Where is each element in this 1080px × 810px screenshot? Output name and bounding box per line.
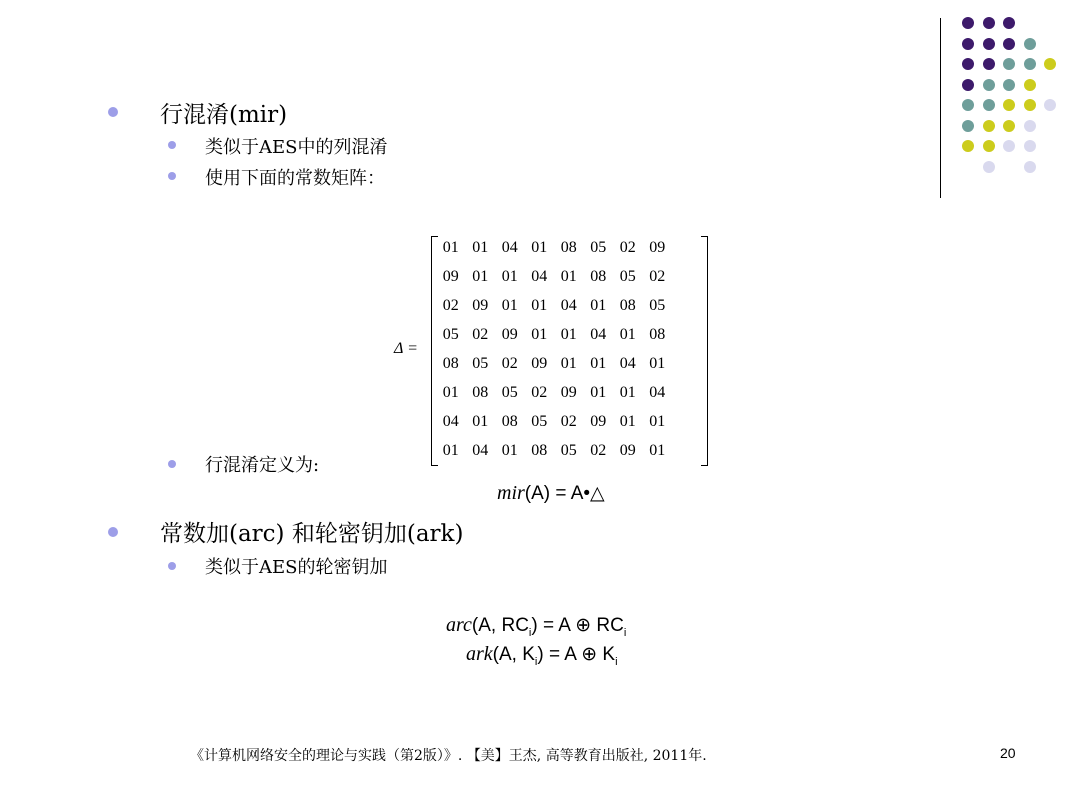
decorative-dot: [983, 38, 995, 50]
matrix-cell: 04: [649, 383, 666, 401]
decorative-dot: [962, 79, 974, 91]
arc-formula-fn: arc: [446, 614, 472, 636]
matrix-cell: 08: [501, 412, 518, 430]
bullet-icon: [168, 460, 176, 468]
matrix-row: [436, 291, 672, 320]
decorative-dot: [1003, 58, 1015, 70]
matrix-cell: 01: [560, 354, 577, 372]
matrix-cell: 05: [442, 325, 459, 343]
mir-heading: [160, 96, 287, 129]
matrix-cell: 01: [590, 383, 607, 401]
matrix-cell: 08: [649, 325, 666, 343]
mir-sub-bullet-2: 使用下面的常数矩阵：: [205, 168, 385, 189]
matrix-row: [436, 233, 672, 262]
matrix-cell: 01: [442, 238, 459, 256]
vertical-divider: [940, 18, 941, 198]
matrix-cell: 02: [590, 441, 607, 459]
decorative-dot: [983, 79, 995, 91]
matrix-row: [436, 262, 672, 291]
decorative-dot: [1024, 140, 1036, 152]
matrix-row: [436, 320, 672, 349]
arc-formula: [446, 614, 626, 639]
bullet-icon: [168, 172, 176, 180]
matrix-cell: 01: [560, 267, 577, 285]
decorative-dot: [1003, 17, 1015, 29]
matrix-cell: 04: [472, 441, 489, 459]
matrix-cell: 01: [649, 441, 666, 459]
matrix-cell: 01: [501, 296, 518, 314]
ark-formula-sub-1: i: [534, 655, 538, 668]
decorative-dot: [983, 99, 995, 111]
matrix-cell: 01: [590, 296, 607, 314]
arc-ark-heading: 常数加(arc) 和轮密钥加(ark): [160, 521, 464, 547]
matrix-cell: 04: [531, 267, 548, 285]
arc-formula-sub-2: i: [623, 626, 627, 639]
ark-formula-sub-2: i: [615, 655, 618, 668]
matrix-cell: 02: [472, 325, 489, 343]
matrix-cell: 02: [501, 354, 518, 372]
matrix-cell: 01: [619, 412, 636, 430]
matrix-cell: 01: [649, 354, 666, 372]
decorative-dot: [983, 161, 995, 173]
bullet-icon: [168, 562, 176, 570]
matrix-cell: 02: [619, 238, 636, 256]
matrix-cell: 05: [649, 296, 666, 314]
decorative-dot: [1024, 120, 1036, 132]
ark-formula-part-b: ) = A ⊕ K: [537, 644, 616, 665]
matrix-cell: 01: [501, 267, 518, 285]
matrix-row: [436, 436, 672, 465]
matrix-cell: 02: [531, 383, 548, 401]
matrix-cell: 02: [649, 267, 666, 285]
matrix-cell: 08: [590, 267, 607, 285]
matrix-cell: 05: [560, 441, 577, 459]
decorative-dot: [962, 120, 974, 132]
arc-formula-part-b: ) = A ⊕ RC: [531, 615, 624, 636]
matrix-cell: 09: [649, 238, 666, 256]
decorative-dot: [1044, 58, 1056, 70]
matrix-cell: 01: [442, 383, 459, 401]
matrix-cell: 01: [472, 238, 489, 256]
matrix-cell: 05: [619, 267, 636, 285]
matrix-cell: 01: [560, 325, 577, 343]
matrix-cell: 05: [590, 238, 607, 256]
matrix-label: Δ =: [394, 340, 418, 357]
matrix-row: [436, 378, 672, 407]
mir-sub-bullet-1: 类似于AES中的列混淆: [205, 137, 388, 158]
matrix-cell: 01: [472, 412, 489, 430]
ark-formula-fn: ark: [466, 643, 493, 665]
decorative-dot: [983, 120, 995, 132]
decorative-dot: [1024, 79, 1036, 91]
decorative-dot: [1024, 38, 1036, 50]
decorative-dot: [983, 17, 995, 29]
matrix-row: [436, 349, 672, 378]
matrix-cell: 09: [619, 441, 636, 459]
mir-heading-text: 行混淆(mir): [160, 102, 288, 128]
arc-formula-part-a: (A, RC: [471, 615, 529, 636]
matrix-cell: 01: [442, 441, 459, 459]
matrix-cell: 01: [649, 412, 666, 430]
bullet-icon: [168, 141, 176, 149]
matrix-cell: 09: [531, 354, 548, 372]
matrix-cell: 08: [472, 383, 489, 401]
decorative-dot: [983, 58, 995, 70]
decorative-dot: [1024, 99, 1036, 111]
matrix-cell: 05: [531, 412, 548, 430]
bullet-icon: [108, 107, 118, 117]
matrix-cell: 04: [501, 238, 518, 256]
matrix-cell: 05: [472, 354, 489, 372]
arc-sub-bullet-1: 类似于AES的轮密钥加: [205, 557, 388, 578]
decorative-dot: [962, 17, 974, 29]
decorative-dot: [1003, 79, 1015, 91]
matrix-cell: 09: [560, 383, 577, 401]
arc-formula-sub-1: i: [528, 626, 532, 639]
page-number: 20: [1000, 745, 1016, 761]
mir-formula-fn: mir: [497, 482, 525, 504]
matrix-cell: 04: [590, 325, 607, 343]
matrix-cell: 09: [501, 325, 518, 343]
ark-formula-part-a: (A, K: [492, 644, 535, 665]
decorative-dot: [1003, 38, 1015, 50]
matrix-cell: 01: [619, 325, 636, 343]
mir-definition-label: 行混淆定义为:: [205, 455, 320, 476]
matrix-cell: 09: [442, 267, 459, 285]
ark-formula: [466, 643, 618, 668]
decorative-dot: [1024, 161, 1036, 173]
decorative-dot: [1003, 140, 1015, 152]
matrix-cell: 09: [590, 412, 607, 430]
matrix-cell: 04: [560, 296, 577, 314]
matrix-cell: 04: [442, 412, 459, 430]
matrix-cell: 01: [619, 383, 636, 401]
mir-formula-rest: (A) = A•△: [524, 483, 605, 504]
decorative-dot: [1044, 99, 1056, 111]
mir-formula: [497, 482, 605, 505]
decorative-dot: [1003, 99, 1015, 111]
matrix-cell: 01: [531, 296, 548, 314]
matrix-cell: 01: [472, 267, 489, 285]
bullet-icon: [108, 527, 118, 537]
decorative-dot: [962, 58, 974, 70]
footer-citation: 《计算机网络安全的理论与实践（第2版）》. 【美】王杰, 高等教育出版社, 2011年.: [190, 748, 707, 764]
matrix-cell: 08: [531, 441, 548, 459]
decorative-dot: [962, 140, 974, 152]
matrix-cell: 08: [560, 238, 577, 256]
constant-matrix: [436, 233, 672, 465]
decorative-dot: [983, 140, 995, 152]
matrix-cell: 01: [531, 238, 548, 256]
matrix-cell: 01: [531, 325, 548, 343]
decorative-dot: [1024, 58, 1036, 70]
matrix-right-bracket: [701, 236, 708, 466]
matrix-cell: 08: [442, 354, 459, 372]
matrix-row: [436, 407, 672, 436]
decorative-dot: [962, 99, 974, 111]
matrix-cell: 01: [501, 441, 518, 459]
decorative-dot: [1003, 120, 1015, 132]
matrix-cell: 08: [619, 296, 636, 314]
decorative-dot: [962, 38, 974, 50]
matrix-cell: 01: [590, 354, 607, 372]
matrix-cell: 05: [501, 383, 518, 401]
matrix-cell: 09: [472, 296, 489, 314]
matrix-cell: 04: [619, 354, 636, 372]
matrix-cell: 02: [560, 412, 577, 430]
matrix-cell: 02: [442, 296, 459, 314]
